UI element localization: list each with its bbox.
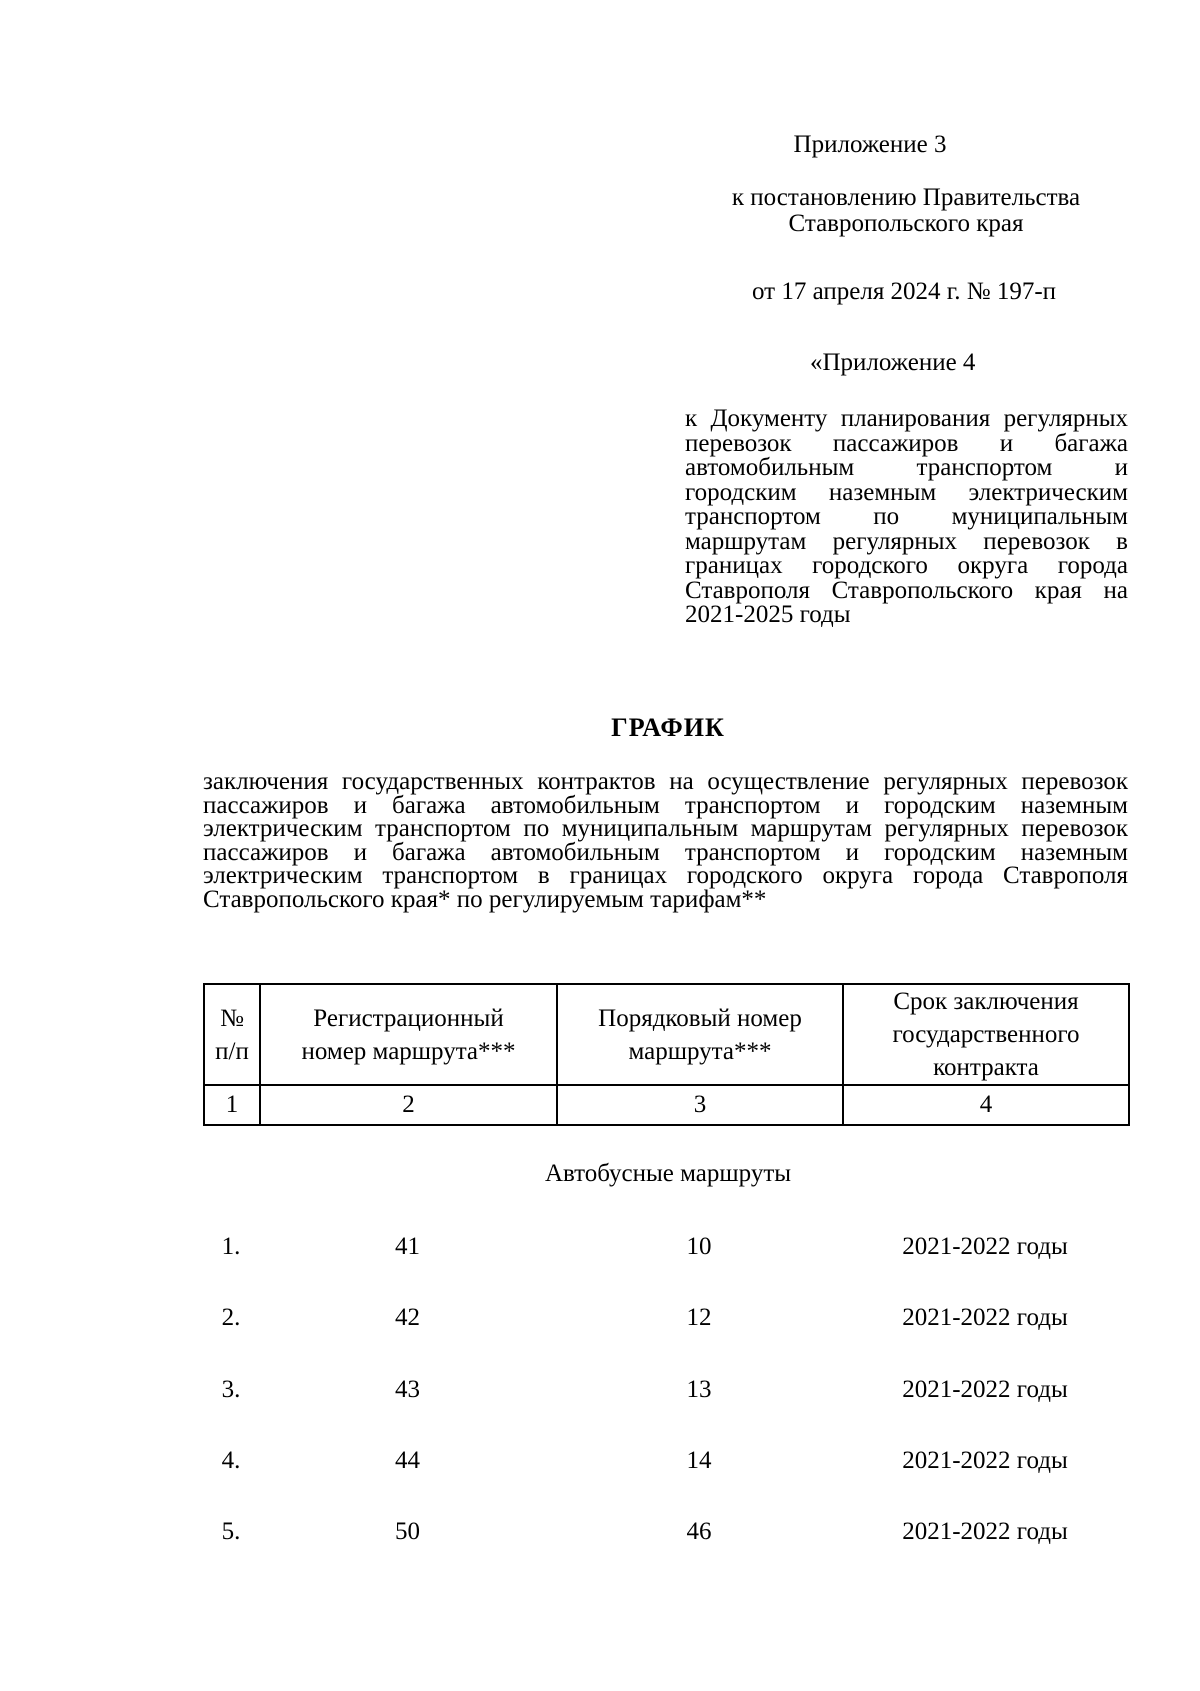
appendix-3-label: Приложение 3 — [793, 131, 947, 158]
row-registration-number: 41 — [395, 1233, 420, 1260]
row-index: 1. — [221, 1233, 241, 1260]
row-contract-term: 2021-2022 годы — [902, 1518, 1068, 1545]
row-order-number: 12 — [686, 1304, 712, 1331]
row-registration-number: 50 — [395, 1518, 420, 1545]
column-header-registration-number — [260, 984, 557, 1085]
row-order-number: 13 — [686, 1376, 712, 1403]
column-header-registration-line-2: номер маршрута*** — [301, 1037, 516, 1065]
row-index: 5. — [221, 1518, 241, 1545]
column-header-order-number — [557, 984, 843, 1085]
column-number-3: 3 — [557, 1085, 843, 1125]
column-header-index-line-2: п/п — [215, 1037, 249, 1065]
row-registration-number: 42 — [395, 1304, 420, 1331]
column-header-term-line-3: контракта — [933, 1054, 1039, 1081]
column-header-term-line-2: государственного — [892, 1021, 1080, 1048]
row-contract-term: 2021-2022 годы — [902, 1447, 1068, 1474]
table-row — [203, 1447, 1128, 1477]
column-header-order-line-1: Порядковый номер — [598, 1004, 802, 1032]
column-number-1: 1 — [204, 1085, 260, 1125]
column-header-index-line-1: № — [220, 1004, 244, 1032]
page-subtitle: заключения государственных контрактов на осуществление регулярных перевозок пассажиров и багажа автомобильным транспортом и городским наземным электрическим транспортом по муниципальным маршрутам регулярных перевозок пассажиров и багажа автомобильным транспортом и городским наземным электрическим транспортом в границах городского округа города Ставрополя Ставропольского края* по регулируемым тарифам** — [203, 768, 1128, 913]
row-order-number: 14 — [686, 1447, 712, 1474]
resolution-line-1: к постановлению Правительства — [731, 184, 1081, 211]
row-contract-term: 2021-2022 годы — [902, 1304, 1068, 1331]
column-number-4: 4 — [843, 1085, 1129, 1125]
column-header-order-line-2: маршрута*** — [628, 1037, 772, 1065]
document-reference: к Документу планирования регулярных перевозок пассажиров и багажа автомобильным транспортом и городским наземным электрическим транспортом по муниципальным маршрутам регулярных перевозок в границах городского округа города Ставрополя Ставропольского края на 2021-2025 годы — [685, 405, 1128, 628]
row-index: 4. — [221, 1447, 241, 1474]
column-header-term-line-1: Срок заключения — [893, 988, 1079, 1015]
resolution-line-2: Ставропольского края — [788, 210, 1024, 237]
table-row — [203, 1233, 1128, 1263]
table-row — [203, 1304, 1128, 1334]
appendix-4-label: «Приложение 4 — [810, 349, 976, 376]
column-header-registration-line-1: Регистрационный — [313, 1004, 504, 1032]
resolution-date-number: от 17 апреля 2024 г. № 197-п — [752, 278, 1057, 305]
row-contract-term: 2021-2022 годы — [902, 1376, 1068, 1403]
page-title: ГРАФИК — [611, 713, 725, 742]
column-header-index — [204, 984, 260, 1085]
row-registration-number: 44 — [395, 1447, 420, 1474]
row-index: 3. — [221, 1376, 241, 1403]
section-title-bus-routes: Автобусные маршруты — [544, 1160, 792, 1187]
column-numbers-row — [204, 1085, 1129, 1125]
row-index: 2. — [221, 1304, 241, 1331]
table-row — [203, 1518, 1128, 1548]
resolution-reference — [696, 185, 1116, 237]
row-order-number: 46 — [686, 1518, 712, 1545]
row-contract-term: 2021-2022 годы — [902, 1233, 1068, 1260]
table-header-row — [204, 984, 1129, 1085]
column-number-2: 2 — [260, 1085, 557, 1125]
row-registration-number: 43 — [395, 1376, 420, 1403]
table-row — [203, 1376, 1128, 1406]
column-header-contract-term — [843, 984, 1129, 1085]
row-order-number: 10 — [686, 1233, 712, 1260]
schedule-table-header — [203, 983, 1130, 1126]
